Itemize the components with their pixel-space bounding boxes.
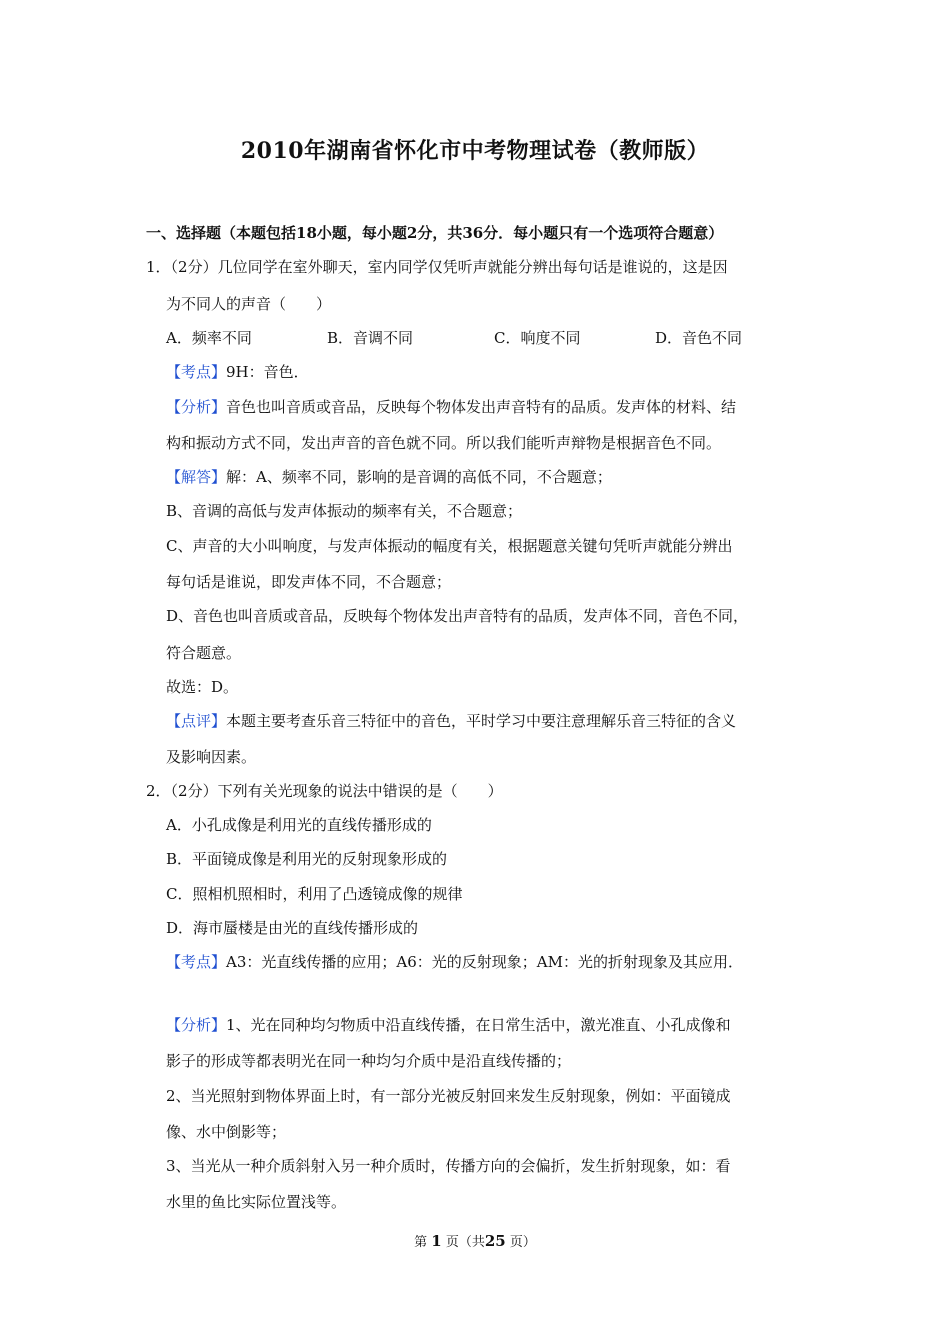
fenxi-tag: 【分析】	[166, 398, 227, 416]
q2-fenxi-text1: 1、光在同种均匀物质中沿直线传播，在日常生活中，激光准直、小孔成像和	[226, 1016, 731, 1034]
q1-fenxi-line1	[166, 397, 736, 417]
q1-fenxi-text1: 音色也叫音质或音品，反映每个物体发出声音特有的品质。发声体的材料、结	[226, 398, 737, 416]
q2-fenxi-line2: 影子的形成等都表明光在同一种均匀介质中是沿直线传播的；	[166, 1052, 572, 1070]
q1-answer: 故选：D。	[166, 678, 239, 696]
q1-jieda-line3: C、声音的大小叫响度，与发声体振动的幅度有关，根据题意关键句凭听声就能分辨出	[166, 537, 733, 555]
q1-option-b: B．音调不同	[327, 329, 414, 347]
q1-jieda-line6: 符合题意。	[166, 644, 242, 662]
q2-option-a: A．小孔成像是利用光的直线传播形成的	[166, 816, 432, 834]
page-footer	[0, 1231, 950, 1250]
page-title: 2010年湖南省怀化市中考物理试卷（教师版）	[240, 138, 710, 164]
q2-option-c: C．照相机照相时，利用了凸透镜成像的规律	[166, 885, 463, 903]
q1-option-c: C．响度不同	[494, 329, 581, 347]
q2-option-d: D．海市蜃楼是由光的直线传播形成的	[166, 919, 419, 937]
q1-jieda-line1	[166, 467, 612, 487]
section-heading: 一、选择题（本题包括18小题，每小题2分，共36分．每小题只有一个选项符合题意）	[146, 224, 724, 242]
q1-jieda-line5: D、音色也叫音质或音品，反映每个物体发出声音特有的品质，发声体不同，音色不同，	[166, 607, 749, 625]
q2-fenxi-line6: 水里的鱼比实际位置浅等。	[166, 1193, 347, 1211]
q2-fenxi-line4: 像、水中倒影等；	[166, 1123, 287, 1141]
fenxi-tag: 【分析】	[166, 1016, 227, 1034]
q1-dianping-text1: 本题主要考查乐音三特征中的音色，平时学习中要注意理解乐音三特征的含义	[226, 712, 737, 730]
footer-total-pages: 25	[484, 1232, 506, 1250]
q1-option-d: D．音色不同	[655, 329, 743, 347]
dianping-tag: 【点评】	[166, 712, 227, 730]
q1-stem-line2: 为不同人的声音（ ）	[166, 295, 332, 313]
q1-fenxi-line2: 构和振动方式不同，发出声音的音色就不同。所以我们能听声辩物是根据音色不同。	[166, 434, 722, 452]
q2-kaodian-text: A3：光直线传播的应用；A6：光的反射现象；AM：光的折射现象及其应用．	[226, 953, 743, 971]
q1-dianping-line1	[166, 711, 736, 731]
q2-fenxi-line3: 2、当光照射到物体界面上时，有一部分光被反射回来发生反射现象，例如：平面镜成	[166, 1087, 731, 1105]
footer-suffix: 页）	[509, 1235, 536, 1250]
q1-jieda-line4: 每句话是谁说，即发声体不同，不合题意；	[166, 573, 452, 591]
q2-fenxi-line1	[166, 1015, 731, 1035]
q1-dianping-line2: 及影响因素。	[166, 748, 257, 766]
kaodian-tag: 【考点】	[166, 363, 227, 381]
q1-jieda-text1: 解：A、频率不同，影响的是音调的高低不同，不合题意；	[226, 468, 612, 486]
footer-prefix: 第	[414, 1235, 428, 1250]
q2-option-b: B．平面镜成像是利用光的反射现象形成的	[166, 850, 448, 868]
q2-fenxi-line5: 3、当光从一种介质斜射入另一种介质时，传播方向的会偏折，发生折射现象，如：看	[166, 1157, 731, 1175]
q1-jieda-line2: B、音调的高低与发声体振动的频率有关，不合题意；	[166, 502, 523, 520]
q1-kaodian	[166, 362, 309, 382]
q2-stem: 2．（2分）下列有关光现象的说法中错误的是（ ）	[146, 782, 503, 800]
q1-option-a: A．频率不同	[166, 329, 252, 347]
q2-kaodian	[166, 952, 743, 972]
kaodian-tag: 【考点】	[166, 953, 227, 971]
jieda-tag: 【解答】	[166, 468, 227, 486]
footer-page-number: 1	[431, 1232, 442, 1250]
q1-kaodian-text: 9H：音色．	[226, 363, 309, 381]
q1-stem-line1: 1．（2分）几位同学在室外聊天，室内同学仅凭听声就能分辨出每句话是谁说的，这是因	[146, 258, 728, 276]
footer-middle: 页（共	[445, 1235, 485, 1250]
